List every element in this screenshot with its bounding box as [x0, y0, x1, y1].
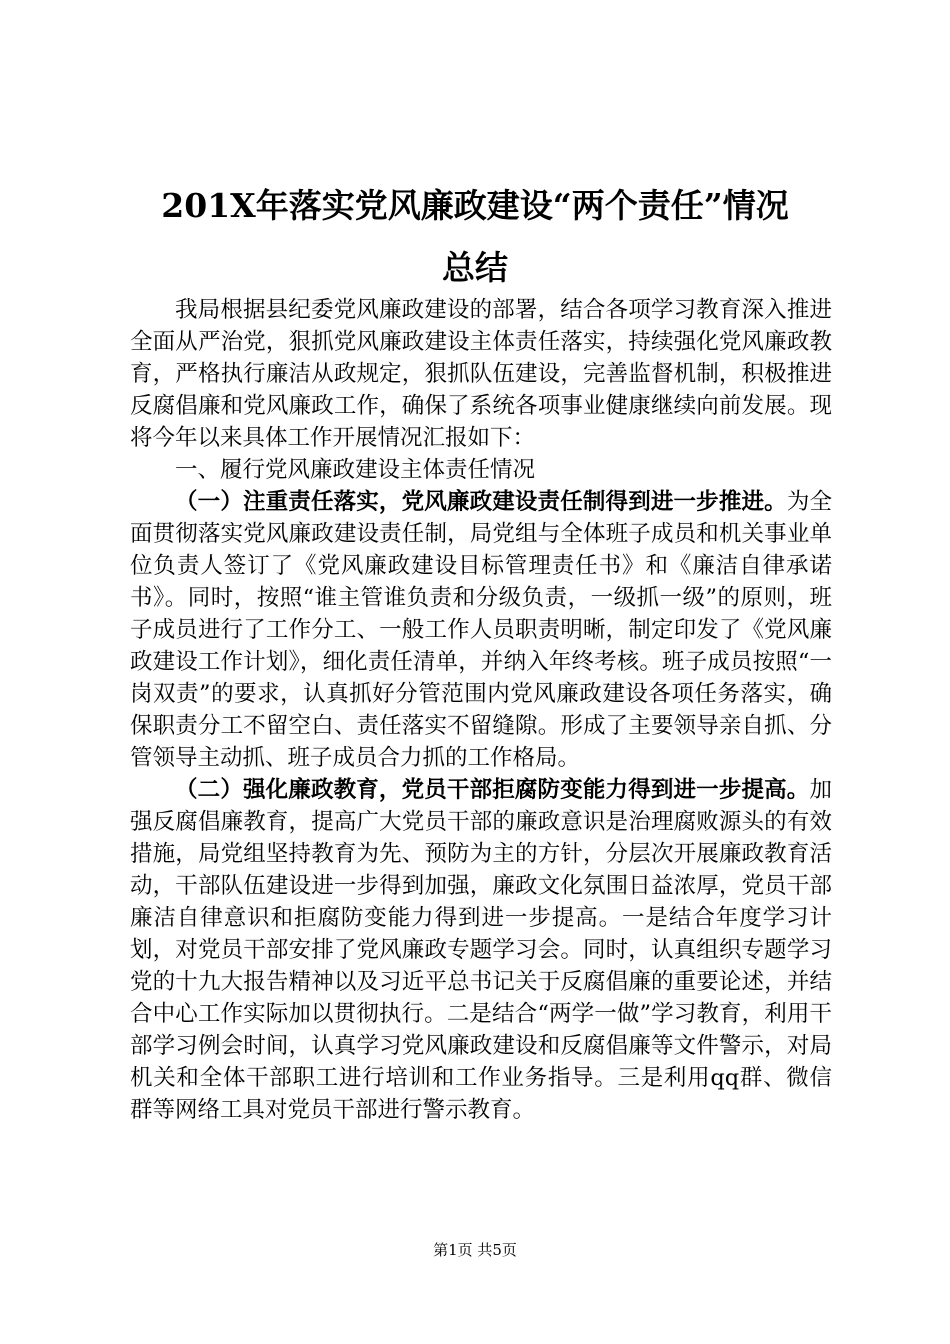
document-title-line-2: 总结 [442, 248, 508, 287]
document-body [130, 294, 832, 1126]
document-title-line-1: 201X年落实党风廉政建设“两个责任”情况 [161, 186, 789, 225]
page-footer: 第1页 共5页 [433, 1241, 517, 1259]
item-2-paragraph [130, 774, 832, 1126]
item-2-lead: （二）强化廉政教育，党员干部拒腐防变能力得到进一步提高。 [175, 777, 810, 803]
item-2-text: 加强反腐倡廉教育，提高广大党员干部的廉政意识是治理腐败源头的有效措施，局党组坚持教育为先、预防为主的方针，分层次开展廉政教育活动，干部队伍建设进一步得到加强，廉政文化氛围日益浓厚，党员干部廉洁自律意识和拒腐防变能力得到进一步提高。一是结合年度学习计划，对党员干部安排了党风廉政专题学习会。同时，认真组织专题学习党的十九大报告精神以及习近平总书记关于反腐倡廉的重要论述，并结合中心工作实际加以贯彻执行。二是结合“两学一做”学习教育，利用干部学习例会时间，认真学习党风廉政建设和反腐倡廉等文件警示，对局机关和全体干部职工进行培训和工作业务指导。三是利用qq群、微信群等网络工具对党员干部进行警示教育。 [130, 777, 832, 1123]
item-1-text: 为全面贯彻落实党风廉政建设责任制，局党组与全体班子成员和机关事业单位负责人签订了《党风廉政建设目标管理责任书》和《廉洁自律承诺书》。同时，按照“谁主管谁负责和分级负责，一级抓一级”的原则，班子成员进行了工作分工、一般工作人员职责明晰，制定印发了《党风廉政建设工作计划》，细化责任清单，并纳入年终考核。班子成员按照“一岗双责”的要求，认真抓好分管范围内党风廉政建设各项任务落实，确保职责分工不留空白、责任落实不留缝隙。形成了主要领导亲自抓、分管领导主动抓、班子成员合力抓的工作格局。 [130, 489, 832, 771]
intro-paragraph: 我局根据县纪委党风廉政建设的部署，结合各项学习教育深入推进全面从严治党，狠抓党风廉政建设主体责任落实，持续强化党风廉政教育，严格执行廉洁从政规定，狠抓队伍建设，完善监督机制，积极推进反腐倡廉和党风廉政工作，确保了系统各项事业健康继续向前发展。现将今年以来具体工作开展情况汇报如下： [130, 297, 832, 451]
item-1-paragraph [130, 486, 832, 774]
item-1-lead: （一）注重责任落实，党风廉政建设责任制得到进一步推进。 [175, 489, 787, 515]
section-1-heading: 一、履行党风廉政建设主体责任情况 [175, 457, 536, 483]
